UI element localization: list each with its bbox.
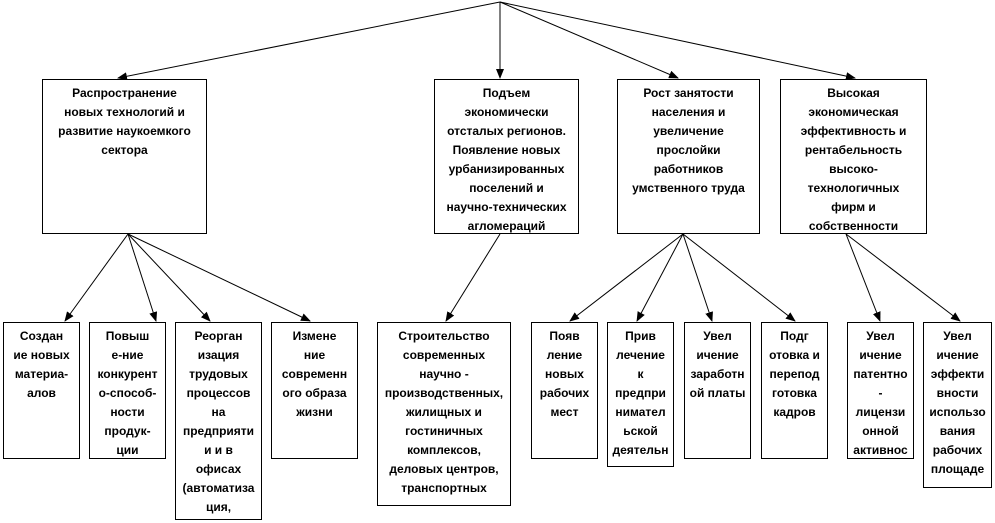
leaf-work-reorganization-label: Реорган изация трудовых процессов на предприяти и и в офисах (автоматиза ция, — [182, 329, 255, 514]
arrow-m3-to-l7 — [637, 234, 683, 321]
leaf-space-efficiency — [923, 322, 992, 488]
arrow-m1-to-l1 — [65, 234, 128, 321]
leaf-wage-growth — [684, 322, 751, 459]
arrow-m3-to-l8 — [683, 234, 712, 321]
arrow-m2-to-l5 — [446, 234, 500, 321]
leaf-staff-training-label: Подг отовка и перепод готовка кадров — [769, 329, 820, 419]
leaf-staff-training — [761, 322, 828, 459]
leaf-entrepreneurship — [607, 322, 674, 467]
leaf-patent-activity-label: Увел ичение патентно - лицензи онной активнос — [853, 329, 908, 457]
node-regional-growth — [434, 79, 579, 234]
arrow-m3-to-l6 — [570, 234, 683, 321]
node-high-efficiency-label: Высокая экономическая эффективность и рентабельность высоко- технологичных фирм и собственности — [800, 86, 907, 233]
node-technology-spread-label: Распространение новых технологий и развитие наукоемкого сектора — [58, 86, 191, 157]
arrow-root-to-m3 — [500, 2, 678, 78]
node-regional-growth-label: Подъем экономически отсталых регионов. Появление новых урбанизированных поселений и научно-технических агломераций — [446, 86, 567, 233]
node-high-efficiency — [780, 79, 927, 234]
leaf-lifestyle-change — [271, 322, 358, 459]
leaf-lifestyle-change-label: Измене ние современн ого образа жизни — [281, 329, 348, 419]
arrow-m1-to-l2 — [128, 234, 156, 321]
leaf-entrepreneurship-label: Прив лечение к предпри нимател ьской деятельн — [612, 329, 669, 457]
arrow-root-to-m1 — [118, 2, 500, 78]
node-technology-spread — [42, 79, 207, 234]
arrow-m1-to-l4 — [128, 234, 310, 321]
leaf-new-jobs-label: Появ ление новых рабочих мест — [539, 329, 590, 419]
node-employment-growth-label: Рост занятости населения и увеличение прослойки работников умственного труда — [632, 86, 745, 195]
leaf-new-materials — [3, 322, 80, 459]
leaf-competitiveness-label: Повыш е-ние конкурент о-способ- ности продук- ции — [97, 329, 158, 457]
leaf-patent-activity — [847, 322, 914, 459]
leaf-new-jobs — [531, 322, 598, 459]
leaf-space-efficiency-label: Увел ичение эффекти вности использо вания рабочих площаде — [929, 329, 986, 476]
leaf-new-materials-label: Создан ие новых материа- алов — [13, 329, 70, 400]
leaf-wage-growth-label: Увел ичение заработн ой платы — [689, 329, 746, 400]
leaf-construction-label: Строительство современных научно - производственных, жилищных и гостиничных комплексов, деловых центров, транспортных — [384, 329, 504, 495]
arrow-m3-to-l9 — [683, 234, 795, 321]
arrow-root-to-m4 — [500, 2, 855, 78]
node-employment-growth — [617, 79, 760, 234]
leaf-work-reorganization — [175, 322, 262, 520]
leaf-construction — [377, 322, 511, 506]
arrow-m1-to-l3 — [128, 234, 210, 321]
leaf-competitiveness — [89, 322, 166, 459]
